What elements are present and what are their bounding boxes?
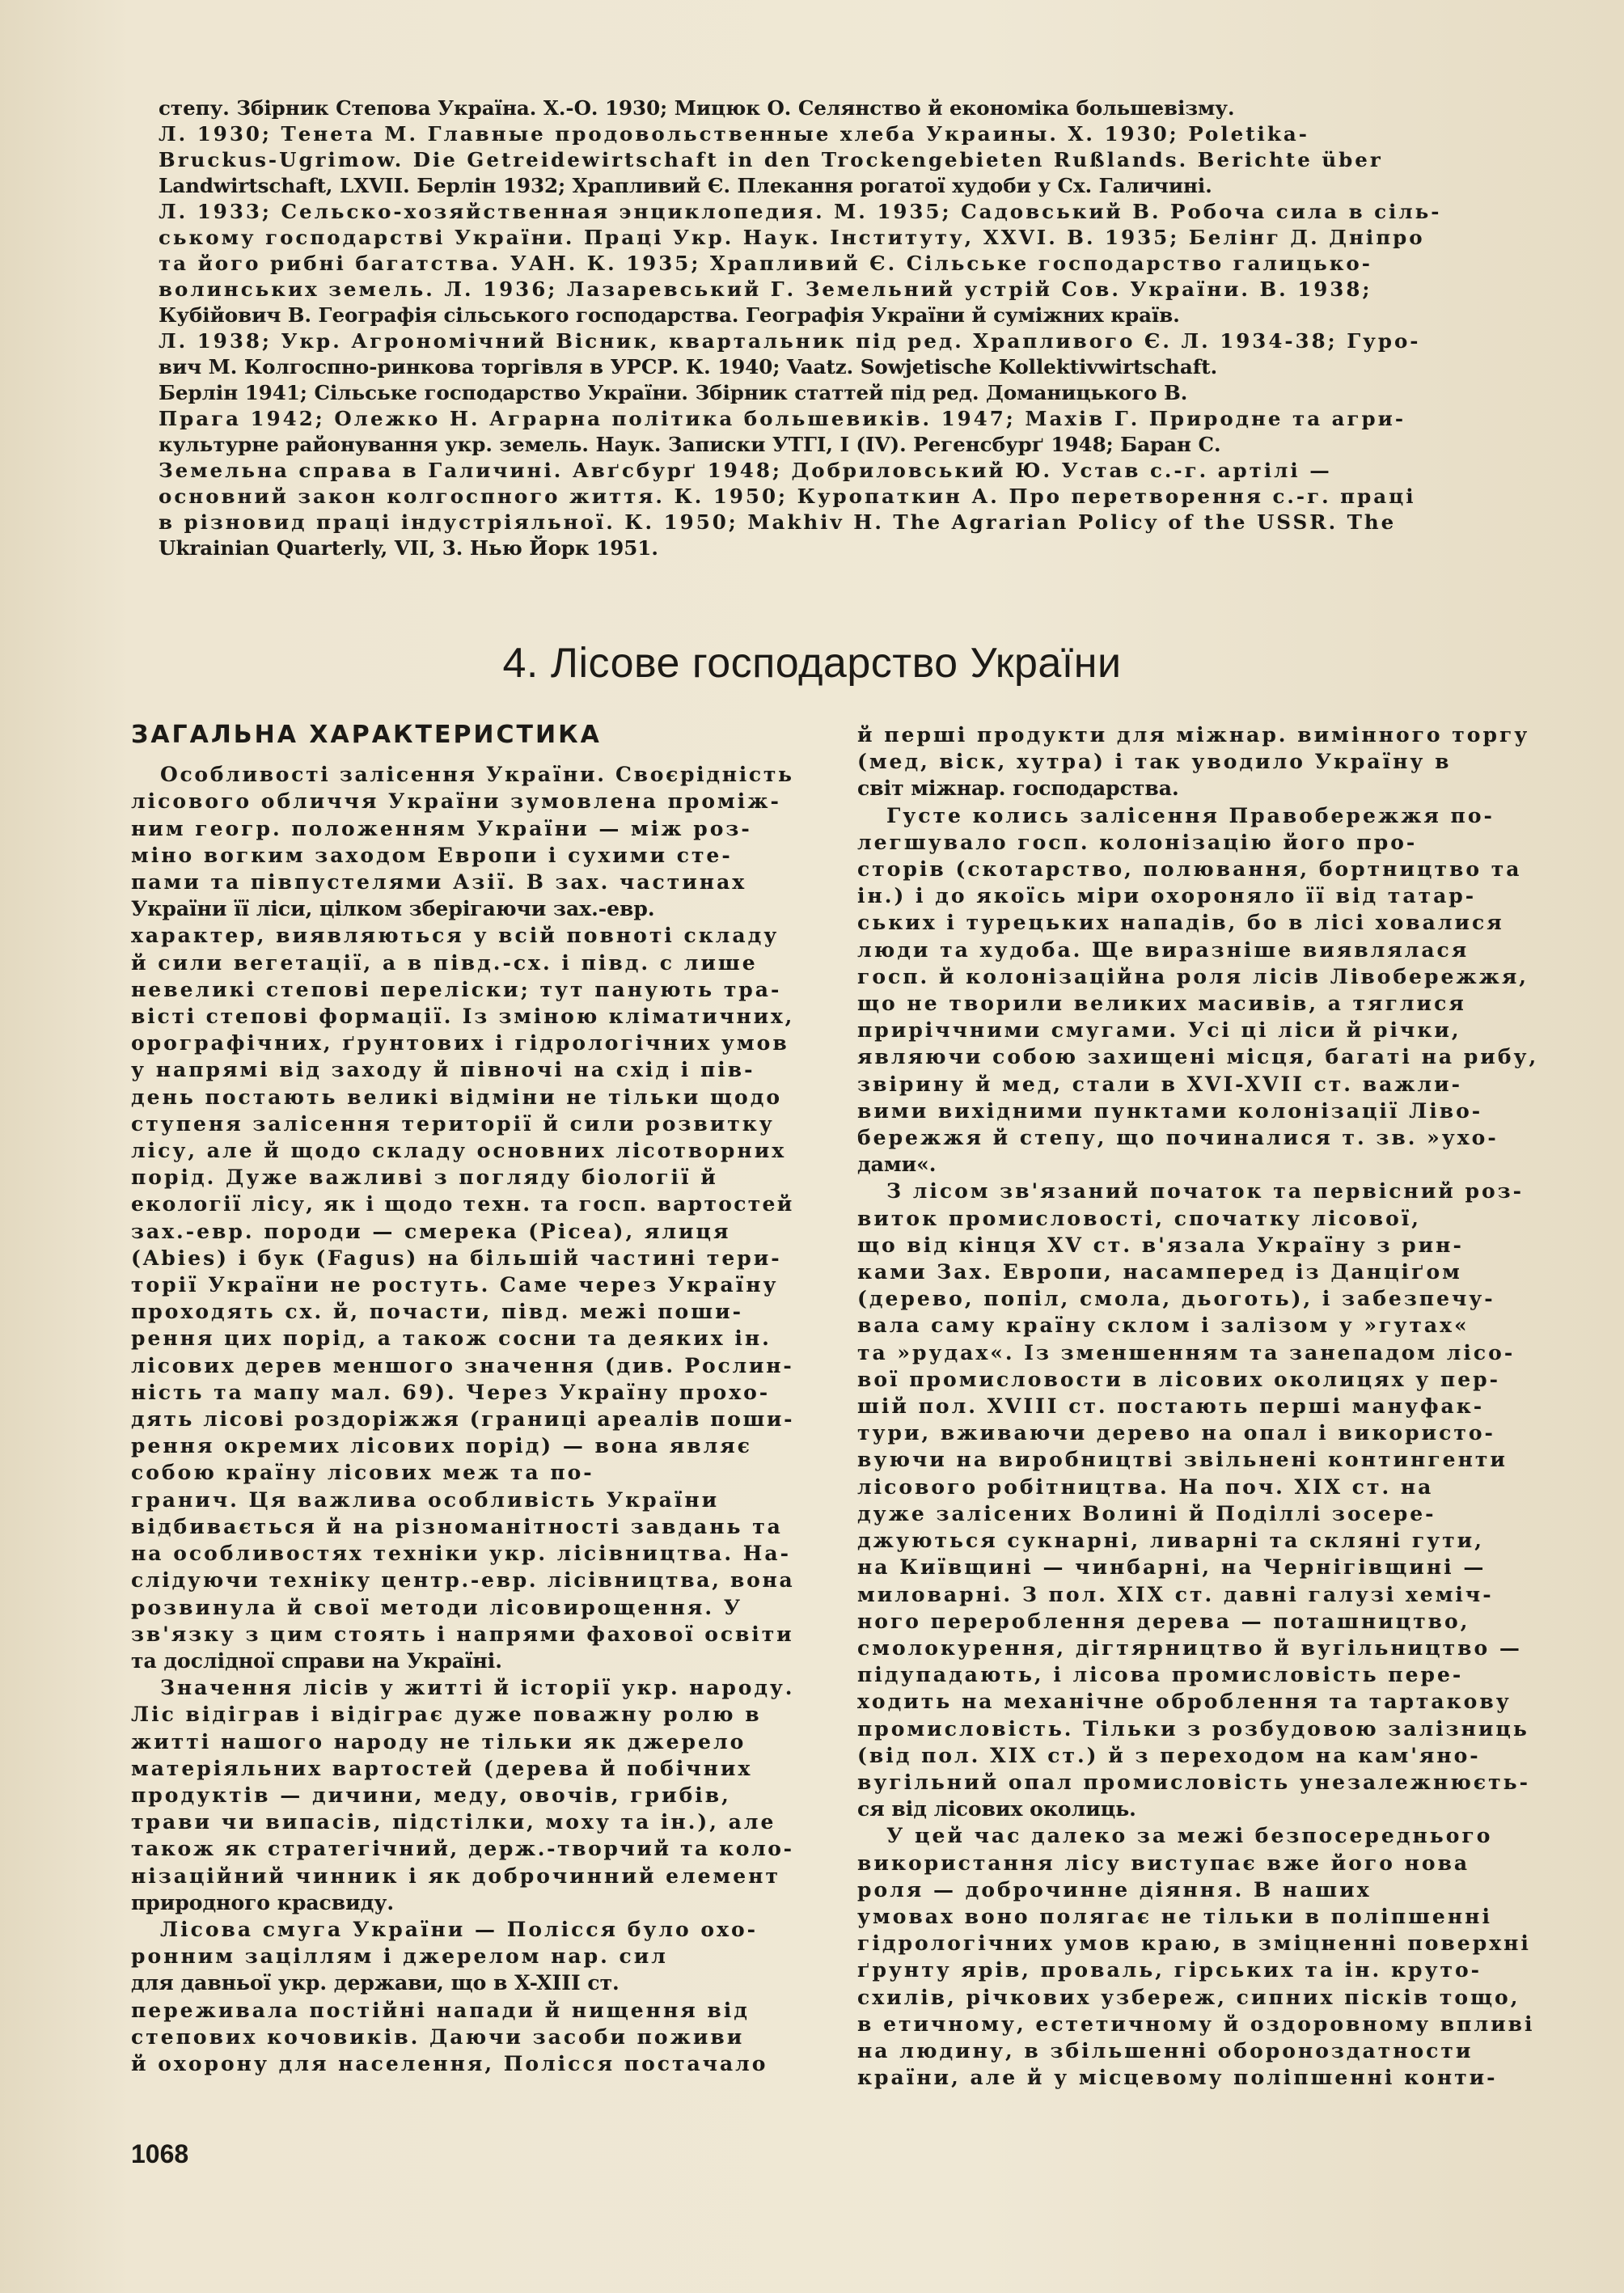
paragraph-line: трави чи випасів, підстілки, моху та ін.), але: [131, 1810, 776, 1834]
bibliography-line: Landwirtschaft, LXVII. Берлін 1932; Храпливий Є. Плекання рогатої худоби у Сх. Галичині.: [159, 174, 1212, 197]
paragraph-line: дами«.: [857, 1153, 937, 1177]
paragraph-line: смолокурення, дігтярництво й вугільництво —: [857, 1635, 1522, 1660]
bibliography-line: та його рибні багатства. УАН. К. 1935; Храпливий Є. Сільське господарство галицько-: [159, 252, 1372, 275]
paragraph-line: світ міжнар. господарства.: [857, 776, 1179, 801]
paragraph-line: міно вогким заходом Европи і сухими сте-: [131, 843, 733, 867]
paragraph-line: житті нашого народу не тільки як джерело: [131, 1729, 746, 1754]
paragraph-line: рення цих порід, а також сосни та деяких ін.: [131, 1326, 772, 1351]
paragraph-line: легшувало госп. колонізацію його про-: [857, 830, 1418, 854]
paragraph-line: дять лісові роздоріжжя (границі ареалів поши-: [131, 1407, 794, 1432]
paragraph-line: на особливостях техніки укр. лісівництва. На-: [131, 1542, 791, 1566]
bibliography-line: Берлін 1941; Сільське господарство України. Збірник статтей під ред. Доманицького В.: [159, 381, 1188, 404]
paragraph-line: виток промисловості, спочатку лісової,: [857, 1206, 1421, 1230]
paragraph-line: невеликі степові переліски; тут панують тра-: [131, 977, 782, 1001]
page-number: 1068: [131, 2139, 189, 2168]
paragraph-line: Густе колись залісення Правобережжя по-: [886, 803, 1495, 827]
bibliography-line: Кубійович В. Географія сільського господарства. Географія України й суміжних країв.: [159, 303, 1180, 327]
paragraph-line: госп. й колонізаційна роля лісів Лівобережжя,: [857, 964, 1529, 988]
bibliography-line: волинських земель. Л. 1936; Лазаревський Г. Земельний устрій Сов. України. В. 1938;: [159, 277, 1372, 301]
right-column: [857, 721, 1549, 2091]
paragraph-line: У цей час далеко за межі безпосереднього: [886, 1824, 1493, 1848]
paragraph-line: умовах воно полягає не тільки в поліпшенні: [857, 1904, 1492, 1928]
paragraph-line: розвинула й свої методи лісовирощення. У: [131, 1595, 743, 1619]
paragraph-line: промисловість. Тільки з розбудовою залізниць: [857, 1716, 1529, 1741]
paragraph-line: зв'язку з цим стоять і напрями фахової освіти: [131, 1622, 794, 1646]
paragraph-line: ступеня залісення території й сили розвитку: [131, 1111, 775, 1136]
paragraph-line: ґрунту ярів, проваль, гірських та ін. круто-: [857, 1958, 1482, 1982]
paragraph-line: Значення лісів у житті й історії укр. народу.: [160, 1676, 794, 1700]
paragraph-line: ним геогр. положенням України — між роз-: [131, 816, 752, 840]
bibliography-line: в різновид праці індустріяльної. К. 1950; Makhiv H. The Agrarian Policy of the USSR. The: [159, 510, 1397, 534]
bibliography-line: степу. Збірник Степова Україна. Х.-О. 1930; Мицюк О. Селянство й економіка большевізму.: [159, 96, 1235, 120]
paragraph-line: (Abies) і бук (Fagus) на більшій частині тери-: [131, 1246, 782, 1270]
paragraph-line: Особливості залісення України. Своєрідність: [160, 763, 794, 787]
bibliography-line: вич М. Колгоспно-ринкова торгівля в УРСР. К. 1940; Vaatz. Sowjetische Kollektivwirtschaft.: [159, 355, 1218, 379]
paragraph-line: переживала постійні напади й нищення від: [131, 1998, 750, 2022]
paragraph-line: що від кінця XV ст. в'язала Україну з рин-: [857, 1233, 1464, 1257]
paragraph-line: джуються сукнарні, ливарні та скляні гути,: [857, 1529, 1484, 1553]
paragraph-line: роля — доброчинне діяння. В наших: [857, 1877, 1372, 1902]
bibliography-line: Bruckus-Ugrimow. Die Getreidewirtschaft in den Trockengebieten Rußlands. Berichte über: [159, 148, 1383, 171]
paragraph-line: лісових дерев меншого значення (див. Рослин-: [131, 1353, 794, 1377]
bibliography-line: основний закон колгоспного життя. К. 1950; Куропаткин А. Про перетворення с.-г. праці: [159, 484, 1416, 508]
paragraph-line: порід. Дуже важливі з погляду біології й: [131, 1166, 718, 1190]
bibliography-block: [159, 95, 1551, 561]
paragraph-line: підупадають, і лісова промисловість пере-: [857, 1663, 1464, 1687]
bibliography-line: Земельна справа в Галичині. Авґсбурґ 1948; Добриловський Ю. Устав с.-г. артілі —: [159, 459, 1332, 482]
paragraph-line: України її ліси, цілком зберігаючи зах.-евр.: [131, 897, 655, 921]
paragraph-line: й охорону для населення, Полісся постачало: [131, 2051, 768, 2075]
paragraph-line: звірину й мед, стали в XVI-XVII ст. важли-: [857, 1072, 1463, 1096]
paragraph-line: З лісом зв'язаний початок та первісний роз-: [886, 1179, 1524, 1204]
paragraph-line: ного перероблення дерева — поташництво,: [857, 1609, 1470, 1633]
paragraph-line: лісового робітництва. На поч. XIX ст. на: [857, 1474, 1434, 1499]
paragraph-line: тури, вживаючи дерево на опал і використо-: [857, 1421, 1495, 1445]
paragraph-line: Лісова смуга України — Полісся було охо-: [160, 1917, 759, 1941]
bibliography-line: Прага 1942; Олежко Н. Аграрна політика большевиків. 1947; Махів Г. Природне та агри-: [159, 407, 1406, 430]
paragraph-line: лісу, але й щодо складу основних лісотворних: [131, 1139, 787, 1163]
paragraph-line: продуктів — дичини, меду, овочів, грибів,: [131, 1783, 731, 1807]
bibliography-line: Ukrainian Quarterly, VII, 3. Нью Йорк 1951.: [159, 536, 658, 560]
chapter-title: 4. Лісове господарство України: [502, 640, 1122, 687]
paragraph-line: ронним заціллям і джерелом нар. сил: [131, 1944, 668, 1969]
paragraph-line: приріччними смугами. Усі ці ліси й річки,: [857, 1018, 1461, 1043]
paragraph-line: й сили вегетації, а в півд.-сх. і півд. с лише: [131, 950, 758, 975]
paragraph-line: ін.) і до якоїсь міри охороняло її від татар-: [857, 884, 1477, 908]
paragraph-line: на Київщині — чинбарні, на Чернігівщині —: [857, 1555, 1487, 1580]
paragraph-line: також як стратегічний, держ.-творчий та коло-: [131, 1837, 794, 1861]
paragraph-line: схилів, річкових узбереж, сипних пісків тощо,: [857, 1985, 1520, 2009]
paragraph-line: люди та худоба. Ще виразніше виявлялася: [857, 937, 1470, 962]
paragraph-line: Ліс відіграв і відіграє дуже поважну ролю в: [131, 1703, 762, 1727]
paragraph-line: характер, виявляються у всій повноті складу: [131, 924, 780, 948]
paragraph-line: вугільний опал промисловість унезалежнюєть-: [857, 1770, 1530, 1794]
paragraph-line: ність та мапу мал. 69). Через Україну прохо-: [131, 1380, 771, 1404]
paragraph-line: проходять сх. й, почасти, півд. межі поши-: [131, 1300, 744, 1324]
paragraph-line: матеріяльних вартостей (дерева й побічних: [131, 1756, 753, 1780]
paragraph-line: й перші продукти для міжнар. вимінного торгу: [857, 723, 1530, 747]
paragraph-line: (від пол. XIX ст.) й з переходом на кам'яно-: [857, 1743, 1481, 1767]
paragraph-line: сторів (скотарство, полювання, бортництво та: [857, 857, 1522, 882]
section-heading: ЗАГАЛЬНА ХАРАКТЕРИСТИКА: [131, 721, 602, 749]
paragraph-line: день постають великі відміни не тільки щодо: [131, 1085, 783, 1109]
paragraph-line: рення окремих лісових порід) — вона являє: [131, 1434, 752, 1458]
bibliography-line: Л. 1933; Сельско-хозяйственная энциклопедия. М. 1935; Садовський В. Робоча сила в сіль-: [159, 200, 1442, 223]
paragraph-line: вісті степові формації. Із зміною кліматичних,: [131, 1005, 794, 1029]
paragraph-line: торії України не ростуть. Саме через Україну: [131, 1273, 779, 1297]
paragraph-line: степових кочовиків. Даючи засоби поживи: [131, 2024, 745, 2049]
bibliography-line: культурне районування укр. земель. Наук. Записки УТГІ, І (IV). Регенсбурґ 1948; Баран С.: [159, 433, 1221, 456]
paragraph-line: на людину, в збільшенні обороноздатности: [857, 2038, 1474, 2062]
paragraph-line: екології лісу, як і щодо техн. та госп. вартостей: [131, 1192, 794, 1216]
paragraph-line: орографічних, ґрунтових і гідрологічних умов: [131, 1031, 789, 1056]
paragraph-line: шій пол. XVIII ст. постають перші мануфак-: [857, 1394, 1485, 1419]
paragraph-line: пами та півпустелями Азії. В зах. частинах: [131, 870, 747, 895]
paragraph-line: та »рудах«. Із зменшенням та занепадом лісо-: [857, 1340, 1516, 1364]
paragraph-line: природного красвиду.: [131, 1890, 395, 1914]
paragraph-line: у напрямі від заходу й півночі на схід і пів-: [131, 1058, 755, 1082]
paragraph-line: миловарні. З пол. XIX ст. давні галузі хеміч-: [857, 1582, 1494, 1606]
paragraph-line: вуючи на виробництві звільнені контингенти: [857, 1448, 1508, 1472]
paragraph-line: використання лісу виступає вже його нова: [857, 1851, 1470, 1875]
paragraph-line: (дерево, попіл, смола, дьоготь), і забезпечу-: [857, 1287, 1495, 1311]
paragraph-line: дуже залісених Волині й Поділлі зосере-: [857, 1501, 1436, 1525]
paragraph-line: ся від лісових околиць.: [857, 1797, 1136, 1821]
paragraph-line: для давньої укр. держави, що в X-XIII ст.: [131, 1971, 620, 1995]
paragraph-line: гранич. Ця важлива особливість України: [131, 1487, 720, 1512]
paragraph-line: зах.-евр. породи — смерека (Picea), ялиця: [131, 1219, 731, 1243]
paragraph-line: являючи собою захищені місця, багаті на рибу,: [857, 1045, 1539, 1069]
paragraph-line: лісового обличчя України зумовлена проміж-: [131, 789, 781, 814]
paragraph-line: вої промисловости в лісових околицях у пер-: [857, 1367, 1500, 1391]
paragraph-line: відбивається й на різноманітності завдань та: [131, 1514, 783, 1538]
paragraph-line: ками Зах. Европи, насамперед із Данціґом: [857, 1260, 1462, 1284]
paragraph-line: собою країну лісових меж та по-: [131, 1461, 594, 1485]
paragraph-line: країни, але й у місцевому поліпшенні конти-: [857, 2066, 1498, 2090]
bibliography-line: Л. 1938; Укр. Агрономічний Вісник, квартальник під ред. Храпливого Є. Л. 1934-38; Гуро-: [159, 329, 1421, 353]
paragraph-line: гідрологічних умов краю, в зміцненні поверхні: [857, 1931, 1531, 1956]
bibliography-line: ському господарстві України. Праці Укр. Наук. Інституту, XXVI. В. 1935; Белінг Д. Дніпро: [159, 226, 1425, 249]
paragraph-line: вала саму країну склом і залізом у »гутах«: [857, 1314, 1470, 1338]
paragraph-line: вими вихідними пунктами колонізації Ліво-: [857, 1098, 1483, 1123]
paragraph-line: ходить на механічне оброблення та тартакову: [857, 1690, 1512, 1714]
paragraph-line: бережжя й степу, що починалися т. зв. »ухо-: [857, 1126, 1499, 1150]
paragraph-line: що не творили великих масивів, а тяглися: [857, 992, 1466, 1016]
left-column: [131, 721, 794, 2077]
bibliography-line: Л. 1930; Тенета М. Главные продовольственные хлеба Украины. Х. 1930; Poletika-: [159, 122, 1309, 146]
paragraph-line: слідуючи техніку центр.-евр. лісівництва, вона: [131, 1568, 794, 1593]
paragraph-line: (мед, віск, хутра) і так уводило Україну в: [857, 750, 1452, 774]
paragraph-line: нізаційний чинник і як доброчинний елемент: [131, 1864, 780, 1888]
paragraph-line: в етичному, естетичному й оздоровному впливі: [857, 2012, 1535, 2036]
paragraph-line: та дослідної справи на Україні.: [131, 1648, 502, 1673]
paragraph-line: ських і турецьких нападів, бо в лісі ховалися: [857, 911, 1504, 935]
